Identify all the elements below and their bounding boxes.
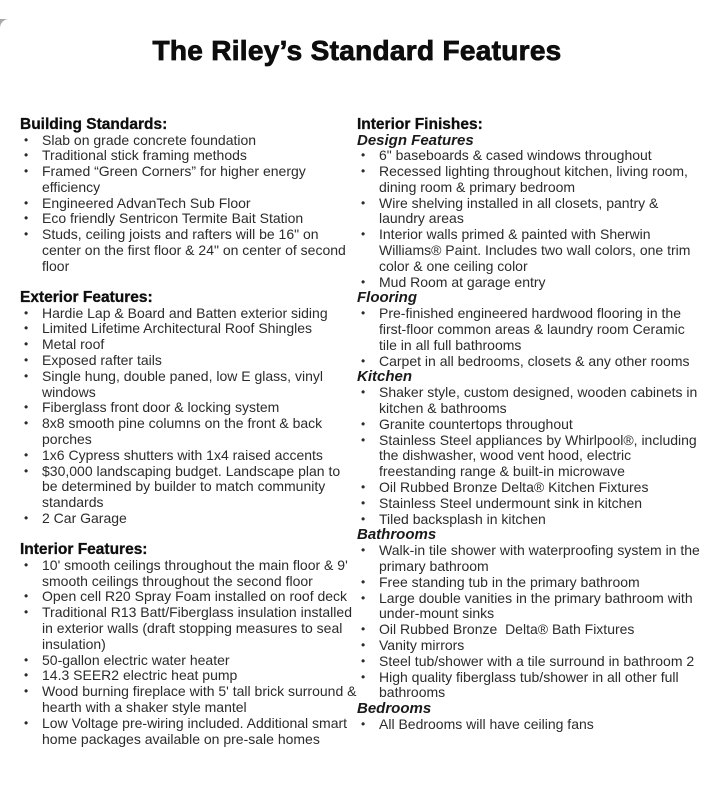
list-item — [20, 353, 357, 369]
bullet-icon: • — [361, 574, 366, 589]
list-item-text: Traditional R13 Batt/Fiberglass insulation installed in exterior walls (draft stopping measures to seal insulation) — [42, 604, 356, 652]
list-item-text: Wire shelving installed in all closets, pantry & laundry areas — [379, 194, 663, 227]
feature-list — [357, 543, 705, 701]
section-heading: Interior Finishes: — [357, 115, 483, 133]
bullet-icon: • — [24, 132, 29, 147]
list-item — [357, 575, 705, 591]
bullet-icon: • — [361, 306, 366, 321]
list-item — [20, 148, 357, 164]
list-item-text: Shaker style, custom designed, wooden cabinets in kitchen & bathrooms — [379, 384, 702, 417]
list-item-text: Stainless Steel appliances by Whirlpool®, including the dishwasher, wood vent hood, electric freestanding range & built-in microwave — [379, 431, 701, 480]
bullet-icon: • — [24, 447, 29, 462]
list-item-text: Low Voltage pre-wiring included. Additional smart home packages available on pre-sale homes — [42, 714, 351, 747]
list-item — [357, 385, 705, 417]
list-item — [357, 306, 705, 353]
list-item-text: High quality fiberglass tub/shower in all other full bathrooms — [379, 668, 683, 701]
section-heading: Building Standards: — [20, 115, 168, 133]
list-item — [20, 321, 357, 337]
list-item — [357, 670, 705, 702]
list-item — [357, 591, 705, 623]
feature-list — [357, 148, 705, 290]
list-item — [20, 369, 357, 401]
subsection-heading: Design Features — [357, 131, 474, 149]
bullet-icon: • — [24, 400, 29, 415]
section — [20, 116, 357, 275]
list-item-text: Large double vanities in the primary bathroom with under-mount sinks — [379, 589, 697, 622]
bullet-icon: • — [24, 416, 29, 431]
bullet-icon: • — [24, 368, 29, 383]
list-item — [357, 654, 705, 670]
list-item-text: Single hung, double paned, low E glass, vinyl windows — [42, 367, 327, 400]
bullet-icon: • — [24, 321, 29, 336]
feature-list — [20, 133, 357, 275]
bullet-icon: • — [24, 589, 29, 604]
subsection-heading: Bathrooms — [357, 526, 437, 544]
list-item-text: Fiberglass front door & locking system — [42, 399, 280, 416]
list-item-text: Exposed rafter tails — [42, 352, 162, 369]
bullet-icon: • — [361, 543, 366, 558]
bullet-icon: • — [24, 211, 29, 226]
list-item — [20, 464, 357, 511]
list-item — [357, 717, 705, 733]
list-item — [357, 512, 705, 528]
list-item-text: Metal roof — [42, 336, 105, 353]
bullet-icon: • — [24, 164, 29, 179]
feature-list — [357, 717, 705, 733]
list-item — [357, 148, 705, 164]
bullet-icon: • — [24, 668, 29, 683]
list-item-text: Eco friendly Sentricon Termite Bait Station — [42, 210, 304, 227]
list-item — [20, 133, 357, 149]
bullet-icon: • — [361, 385, 366, 400]
list-item — [20, 558, 357, 590]
list-item — [20, 196, 357, 212]
list-item-text: Granite countertops throughout — [379, 415, 573, 432]
bullet-icon: • — [361, 227, 366, 242]
bullet-icon: • — [24, 337, 29, 352]
section — [357, 116, 705, 733]
list-item-text: 2 Car Garage — [42, 510, 127, 527]
subsection-heading: Flooring — [357, 289, 417, 307]
list-item-text: 1x6 Cypress shutters with 1x4 raised accents — [42, 446, 323, 463]
list-item — [20, 589, 357, 605]
list-item — [357, 227, 705, 274]
list-item — [20, 716, 357, 748]
columns — [0, 86, 714, 748]
bullet-icon: • — [361, 353, 366, 368]
list-item — [20, 683, 361, 716]
bullet-icon: • — [361, 274, 366, 289]
bullet-icon: • — [361, 416, 366, 431]
list-item-text: $30,000 landscaping budget. Landscape plan to be determined by builder to match community standards — [42, 462, 345, 511]
list-item — [20, 668, 357, 684]
list-item — [357, 196, 705, 228]
list-item-text: Steel tub/shower with a tile surround in bathroom 2 — [379, 652, 695, 669]
list-item-text: Tiled backsplash in kitchen — [379, 510, 546, 527]
list-item-text: Oil Rubbed Bronze Delta® Bath Fixtures — [379, 621, 635, 638]
list-item-text: Carpet in all bedrooms, closets & any other rooms — [379, 352, 690, 369]
list-item-text: Limited Lifetime Architectural Roof Shingles — [42, 320, 313, 337]
bullet-icon: • — [24, 684, 29, 699]
bullet-icon: • — [24, 227, 29, 242]
list-item — [357, 480, 705, 496]
feature-list — [20, 306, 357, 527]
list-item — [357, 417, 705, 433]
list-item — [20, 400, 357, 416]
bullet-icon: • — [361, 164, 366, 179]
list-item — [20, 337, 357, 353]
bullet-icon: • — [24, 557, 29, 572]
column-right — [357, 116, 705, 733]
list-item-text: Stainless Steel undermount sink in kitchen — [379, 494, 643, 511]
subsection-heading: Kitchen — [357, 368, 413, 386]
feature-list — [357, 306, 705, 369]
bullet-icon: • — [24, 305, 29, 320]
list-item — [357, 496, 705, 512]
bullet-icon: • — [24, 652, 29, 667]
list-item-text: Free standing tub in the primary bathroom — [379, 573, 640, 590]
bullet-icon: • — [361, 590, 366, 605]
bullet-icon: • — [24, 195, 29, 210]
page-title: The Riley’s Standard Features — [152, 34, 562, 66]
list-item — [20, 448, 357, 464]
list-item — [357, 543, 705, 575]
section-heading: Exterior Features: — [20, 288, 153, 306]
bullet-icon: • — [361, 716, 366, 731]
list-item-text: Traditional stick framing methods — [42, 147, 247, 164]
list-item — [20, 211, 357, 227]
list-item — [20, 653, 357, 669]
list-item-text: Vanity mirrors — [379, 637, 465, 653]
bullet-icon: • — [24, 148, 29, 163]
section — [20, 289, 357, 527]
list-item-text: Open cell R20 Spray Foam installed on roof deck — [42, 588, 348, 605]
feature-list — [20, 556, 361, 748]
bullet-icon: • — [361, 511, 366, 526]
bullet-icon: • — [24, 463, 29, 478]
list-item-text: Oil Rubbed Bronze Delta® Kitchen Fixtures — [379, 479, 649, 496]
list-item-text: Engineered AdvanTech Sub Floor — [42, 194, 251, 211]
bullet-icon: • — [361, 638, 366, 652]
list-item-text: All Bedrooms will have ceiling fans — [379, 715, 594, 732]
list-item — [20, 227, 357, 274]
list-item-text: Wood burning fireplace with 5' tall brick surround & hearth with a shaker style mantel — [42, 683, 361, 715]
bullet-icon: • — [24, 511, 29, 526]
list-item — [20, 306, 357, 322]
list-item-text: 10' smooth ceilings throughout the main floor & 9' smooth ceilings throughout the second floor — [42, 556, 352, 589]
list-item-text: Interior walls primed & painted with Sherwin Williams® Paint. Includes two wall colors, one trim color & one ceiling color — [379, 226, 695, 274]
bullet-icon: • — [361, 669, 366, 684]
bullet-icon: • — [24, 353, 29, 368]
list-item-text: Mud Room at garage entry — [379, 273, 546, 290]
list-item-text: Slab on grade concrete foundation — [42, 131, 257, 148]
bullet-icon: • — [24, 715, 29, 730]
list-item-text: Walk-in tile shower with waterproofing system in the primary bathroom — [379, 542, 704, 575]
list-item-text: 8x8 smooth pine columns on the front & back porches — [42, 415, 327, 448]
bullet-icon: • — [361, 495, 366, 510]
bullet-icon: • — [24, 605, 29, 620]
section-heading: Interior Features: — [20, 540, 148, 558]
list-item-text: Recessed lighting throughout kitchen, living room, dining room & primary bedroom — [379, 163, 692, 195]
feature-sheet-page — [0, 19, 714, 787]
bullet-icon: • — [361, 622, 366, 637]
subsection-heading: Bedrooms — [357, 700, 432, 718]
list-item — [357, 164, 705, 196]
bullet-icon: • — [361, 432, 366, 447]
bullet-icon: • — [361, 195, 366, 210]
feature-list — [357, 385, 705, 527]
list-item — [357, 622, 705, 638]
rounded-corner-artifact — [0, 19, 9, 28]
list-item — [357, 433, 705, 480]
list-item — [357, 275, 705, 291]
bullet-icon: • — [361, 148, 366, 163]
bullet-icon: • — [361, 480, 366, 495]
list-item — [20, 416, 357, 448]
list-item-text: 6" baseboards & cased windows throughout — [379, 147, 652, 164]
list-item — [20, 164, 357, 196]
column-left — [20, 115, 361, 748]
list-item-text: 50-gallon electric water heater — [42, 651, 230, 668]
list-item-text: 14.3 SEER2 electric heat pump — [42, 667, 238, 684]
list-item-text: Hardie Lap & Board and Batten exterior siding — [42, 304, 328, 321]
list-item-text: Framed “Green Corners” for higher energy efficiency — [42, 163, 310, 195]
list-item — [20, 605, 357, 652]
list-item — [20, 511, 357, 527]
list-item-text: Studs, ceiling joists and rafters will be 16" on center on the first floor & 24" on center of second floor — [42, 226, 350, 274]
list-item — [357, 638, 705, 654]
list-item — [357, 354, 705, 370]
list-item-text: Pre-finished engineered hardwood flooring in the first-floor common areas & laundry room Ceramic tile in all full bathrooms — [379, 305, 689, 353]
bullet-icon: • — [361, 653, 366, 668]
section — [20, 540, 361, 748]
